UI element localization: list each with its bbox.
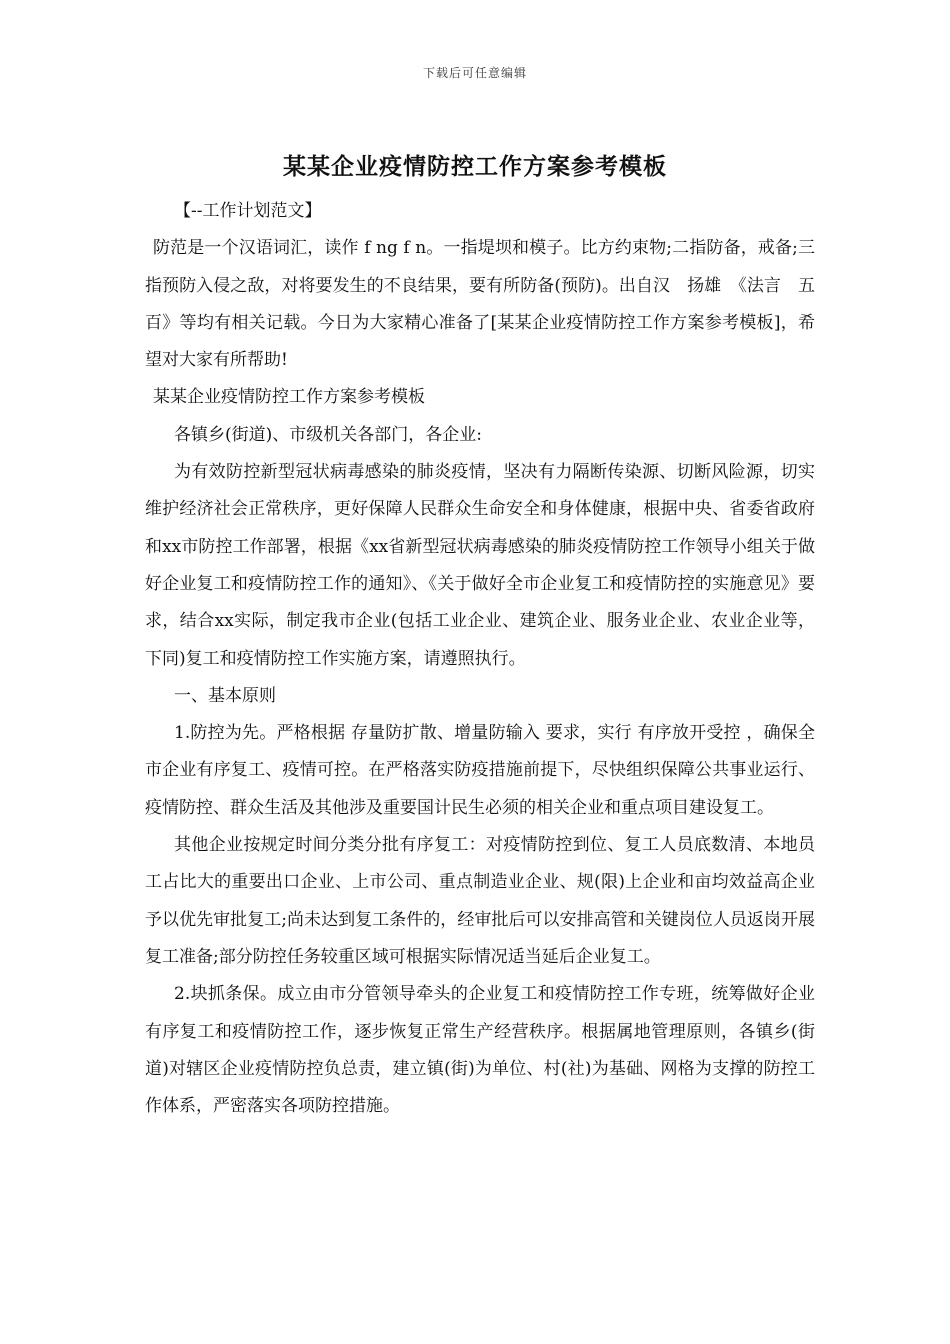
paragraph-category-tag: 【--工作计划范文】 xyxy=(174,201,322,221)
paragraph-principle-2: 2.块抓条保。成立由市分管领导牵头的企业复工和疫情防控工作专班，统筹做好企业有序复工和疫情防控工作，逐步恢复正常生产经营秩序。根据属地管理原则，各镇乡(街道)对辖区企业疫情防控负总责，建立镇(街)为单位、村(社)为基础、网格为支撑的防控工作体系，严密落实各项防控措施。 xyxy=(145,984,815,1117)
document-title: 某某企业疫情防控工作方案参考模板 xyxy=(283,153,667,180)
paragraph-purpose: 为有效防控新型冠状病毒感染的肺炎疫情，坚决有力隔断传染源、切断风险源，切实维护经济社会正常秩序，更好保障人民群众生命安全和身体健康，根据中央、省委省政府和xx市防控工作部署，根据《xx省新型冠状病毒感染的肺炎疫情防控工作领导小组关于做好企业复工和疫情防控工作的通知》、《关于做好全市企业复工和疫情防控的实施意见》要求，结合xx实际，制定我市企业(包括工业企业、建筑企业、服务业企业、农业企业等，下同)复工和疫情防控工作实施方案，请遵照执行。 xyxy=(145,462,815,669)
paragraph-addressee: 各镇乡(街道)、市级机关各部门，各企业: xyxy=(174,424,482,445)
paragraph-other-enterprises: 其他企业按规定时间分类分批有序复工：对疫情防控到位、复工人员底数清、本地员工占比大的重要出口企业、上市公司、重点制造业企业、规(限)上企业和亩均效益高企业予以优先审批复工;尚未达到复工条件的，经审批后可以安排高管和关键岗位人员返岗开展复工准备;部分防控任务较重区域可根据实际情况适当延后企业复工。 xyxy=(145,835,815,967)
document-body xyxy=(145,193,815,1125)
paragraph-principle-1: 1.防控为先。严格根据 存量防扩散、增量防输入 要求，实行 有序放开受控 ，确保全市企业有序复工、疫情可控。在严格落实防疫措施前提下，尽快组织保障公共事业运行、疫情防控、群众生活及其他涉及重要国计民生必须的相关企业和重点项目建设复工。 xyxy=(145,723,815,818)
paragraph-subtitle: 某某企业疫情防控工作方案参考模板 xyxy=(153,387,425,408)
paragraph-intro: 防范是一个汉语词汇，读作 f ng f n。一指堤坝和模子。比方约束物;二指防备，戒备;三指预防入侵之敌，对将要发生的不良结果，要有所防备(预防)。出自汉 扬雄 《法言 五百》等均有相关记载。今日为大家精心准备了[某某企业疫情防控工作方案参考模板]，希望对大家有所帮助! xyxy=(145,238,815,371)
page-header-note: 下载后可任意编辑 xyxy=(422,66,527,80)
section-heading-basic-principles: 一、基本原则 xyxy=(174,685,276,706)
